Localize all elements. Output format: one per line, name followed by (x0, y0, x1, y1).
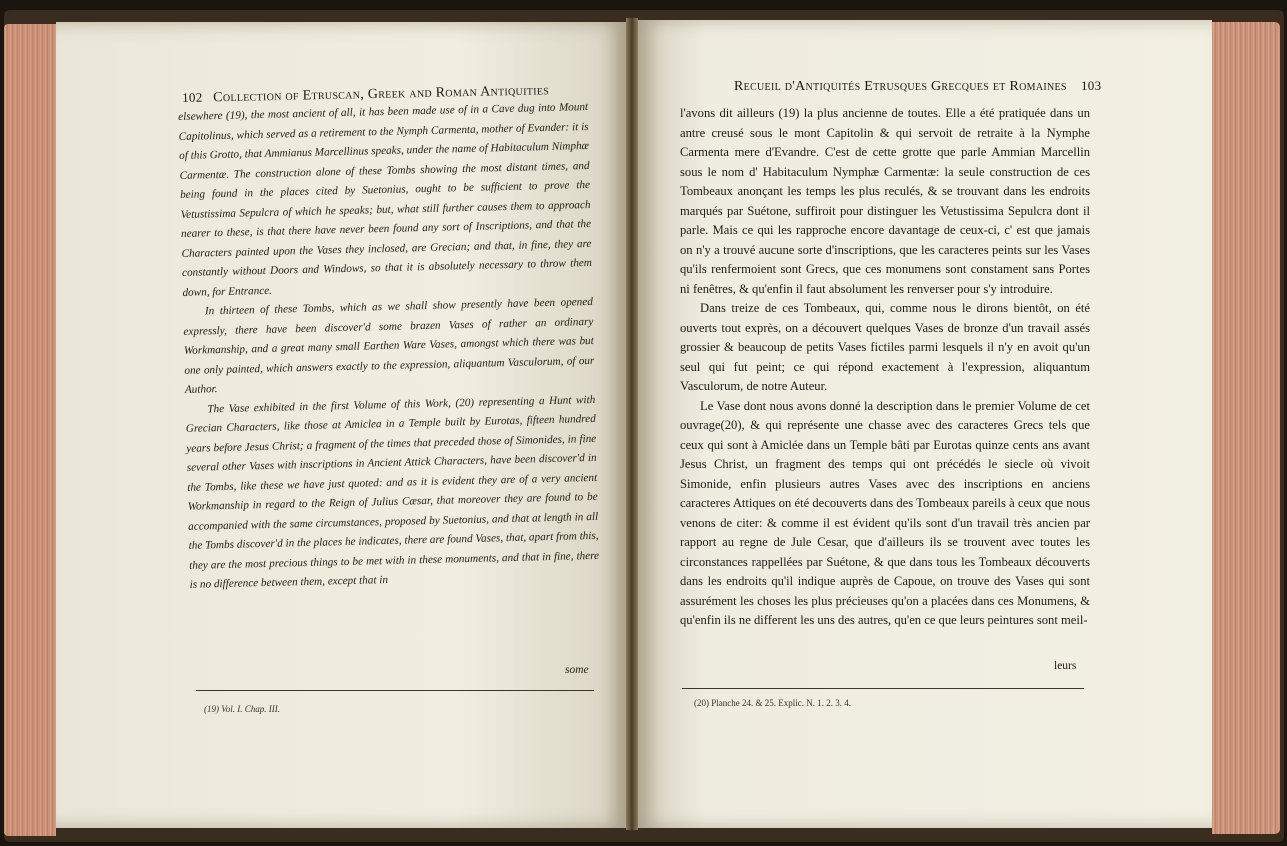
left-paragraph: In thirteen of these Tombs, which as we shall show presently have been opened expressly, there have been discover'd some brazen Vases of rather an ordinary Workmanship, and a great many small Earthen Ware Vases, amongst which there was but one only painted, which answers exactly to the expression, aliquantum Vasculorum, of our Author. (183, 295, 595, 396)
left-paragraph: The Vase exhibited in the first Volume of this Work, (20) representing a Hunt with Grecian Characters, like those at Amiclea in a Temple built by Eurotas, fifteen hundred years before Jesus Christ; a fragment of the times that preceded those of Simonides, in fine several other Vases with inscriptions in Ancient Attick Characters, have been discover'd in the Tombs, like these we have just quoted: and as it is evident they are of a very ancient Workmanship in regard to the Reign of Julius Cæsar, that moreover they are found to be accompanied with the same circumstances, proposed by Suetonius, and that at length in all the Tombs discover'd in the places he indicates, there are found Vases, that, apart from this, they are the most precious things to be met with in these monuments, and that in fine, there is no difference between them, except that in (185, 393, 600, 591)
left-page-text (178, 98, 600, 595)
right-page-title: Recueil d'Antiquités Etrusques Grecques et Romaines (734, 79, 1067, 94)
right-paragraph: Dans treize de ces Tombeaux, qui, comme nous le dirons bientôt, on été ouverts tout exprès, on a découvert quelques Vases de bronze d'un travail assés grossier & beaucoup de petits Vases fictiles parmi lesquels il n'y en avoit qu'un seul qui fut peint; ce qui répond exactement à l'expression, aliquantum Vasculorum, de notre Auteur. (680, 301, 1090, 393)
right-paragraph: l'avons dit ailleurs (19) la plus ancienne de toutes. Elle a été pratiquée dans un antre creusé sous le mont Capitolin & qui servoit de retraite à la Nymphe Carmenta mere d'Evandre. C'est de cette grotte que parle Ammian Marcellin sous le nom d' Habitaculum Nymphæ Carmentæ: la seule construction de ces Tombeaux anonçant les temps les plus reculés, & se trouvant dans les endroits marqués par Suétone, suffiroit pour distinguer les Vetustissima Sepulcra dont il parle. Mais ce qui les rapproche encore davantage de ceux-ci, c' est que jamais on n'y a trouvé aucune sorte d'inscriptions, que les caracteres peints sur les Vases qu'ils renfermoient sont Grecs, que ces monumens sont constament sans Portes ni fenêtres, & qu'enfin il faut absolument les renverser pour s'y introduire. (680, 106, 1090, 296)
left-page-title: Collection of Etruscan, Greek and Roman Antiquities (213, 83, 550, 106)
right-page-text (680, 104, 1090, 631)
page-edges-left (4, 24, 56, 836)
left-footnote-rule (196, 690, 594, 691)
page-edges-right (1212, 22, 1280, 834)
left-catchword: some (565, 664, 589, 676)
book-gutter (626, 18, 638, 830)
left-footnote: (19) Vol. I. Chap. III. (204, 704, 280, 714)
right-footnote: (20) Planche 24. & 25. Explic. N. 1. 2. 3. 4. (694, 698, 851, 708)
left-paragraph: elsewhere (19), the most ancient of all, it has been made use of in a Cave dug into Mount Capitolinus, which served as a retirement to the Nymph Carmenta, mother of Evander: it is of this Grotto, that Ammianus Marcellinus speaks, under the name of Habitaculum Nimphæ Carmentæ. The construction alone of these Tombs showing the most distant times, and being found in the places cited by Suetonius, ought to be sufficient to prove the Vetustissima Sepulcra of which he speaks; but, what still further causes them to approach nearer to these, is that there have never been found any sort of Inscriptions, and that the Characters painted upon the Vases they inclosed, are Grecian; and that, in fine, they are constantly without Doors and Windows, so that it is absolutely necessary to throw them down, for Entrance. (178, 100, 593, 299)
left-page-number: 102 (182, 89, 203, 105)
right-catchword: leurs (1054, 660, 1077, 672)
right-paragraph: Le Vase dont nous avons donné la description dans le premier Volume de cet ouvrage(20), & qui représente une chasse avec des caracteres Grecs tels que ceux qui sont à Amiclée dans un Temple bâti par Eurotas quinze cents ans avant Jesus Christ, un fragment des temps qui ont précédés le siecle où vivoit Simonide, enfin plusieurs autres Vases avec des inscriptions en anciens caracteres Attiques on été decouverts dans des Tombeaux pareils à ceux que nous venons de citer: & comme il est évident qu'ils sont d'un travail très ancien par rapport au regne de Jule Cesar, que d'ailleurs ils se trouvent avec toutes les circonstances rappellées par Suétone, & que dans tous les Tombeaux découverts dans les endroits qu'il indique auprès de Capoue, on trouve des Vases qui sont assurément les choses les plus précieuses qu'on a placées dans ces Monumens, & qu'enfin ils ne different les uns des autres, qu'en ce que leurs peintures sont meil- (680, 398, 1090, 627)
right-page-number: 103 (1080, 78, 1102, 93)
right-footnote-rule (682, 688, 1084, 689)
right-running-head (734, 78, 1101, 95)
